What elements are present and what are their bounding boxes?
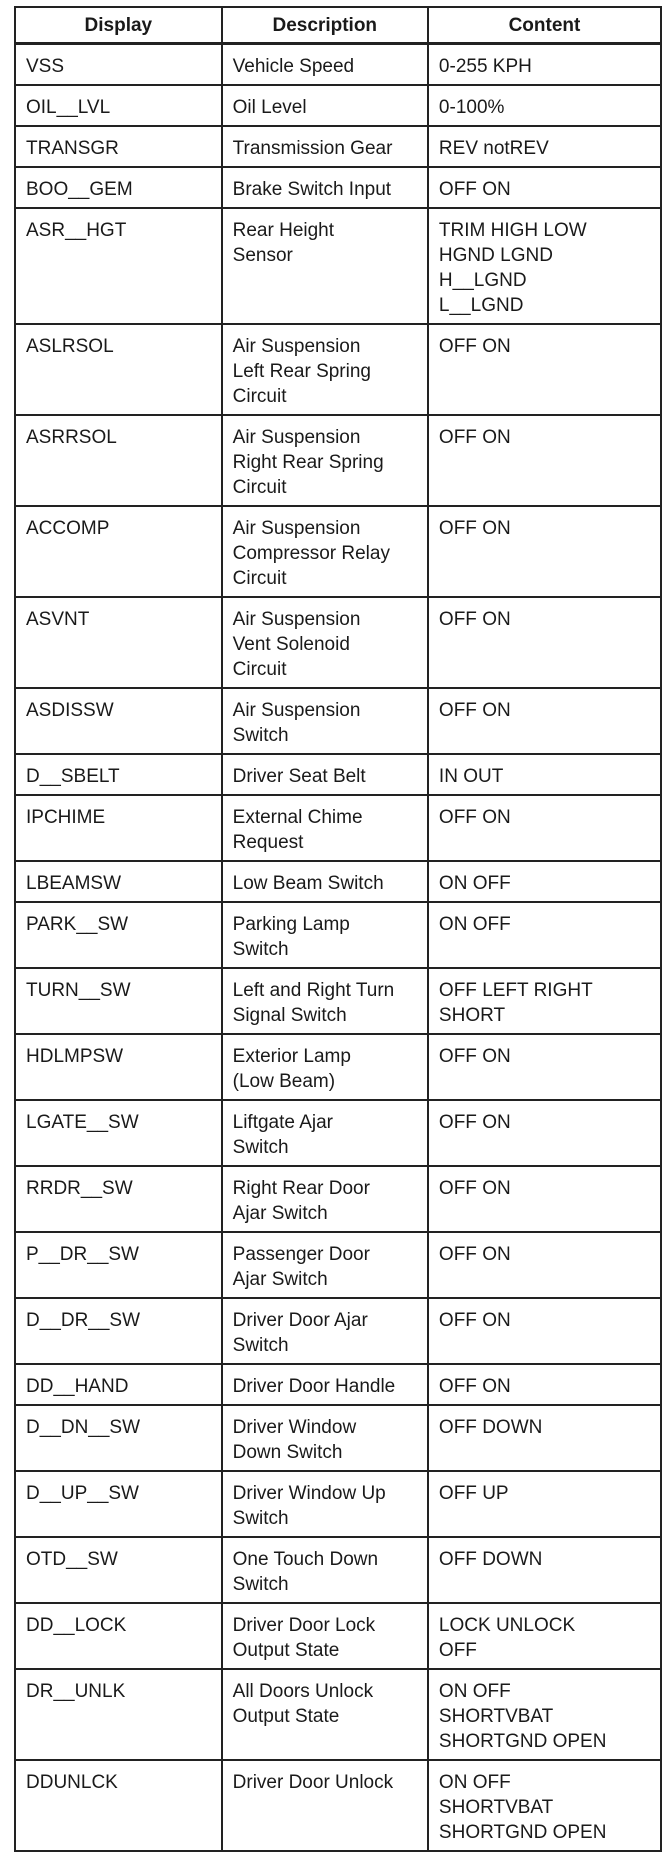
cell-description: Exterior Lamp (Low Beam) xyxy=(232,1046,351,1092)
cell-description: Air Suspension Vent Solenoid Circuit xyxy=(232,609,361,680)
cell-display-cell xyxy=(15,1166,222,1232)
cell-content-cell xyxy=(428,1537,661,1603)
cell-description: Air Suspension Compressor Relay Circuit xyxy=(232,518,390,589)
cell-display-cell xyxy=(15,324,222,415)
cell-description: Parking Lamp Switch xyxy=(232,914,350,960)
cell-description-cell xyxy=(222,597,428,688)
cell-description-cell xyxy=(222,1364,428,1405)
cell-content: REV notREV xyxy=(438,138,549,159)
table-row xyxy=(15,44,661,86)
cell-display-cell xyxy=(15,126,222,167)
cell-display: ASDISSW xyxy=(26,700,114,721)
cell-display-cell xyxy=(15,415,222,506)
cell-content-cell xyxy=(428,688,661,754)
cell-description-cell xyxy=(222,126,428,167)
cell-content-cell xyxy=(428,1471,661,1537)
cell-content: OFF UP xyxy=(438,1483,509,1504)
cell-content-cell xyxy=(428,85,661,126)
cell-display-cell xyxy=(15,1603,222,1669)
cell-display-cell xyxy=(15,1669,222,1760)
cell-description-cell xyxy=(222,1603,428,1669)
cell-description-cell xyxy=(222,795,428,861)
cell-description-cell xyxy=(222,1760,428,1851)
cell-description: Transmission Gear xyxy=(232,138,393,159)
cell-content: OFF ON xyxy=(438,1310,511,1331)
table-row xyxy=(15,597,661,688)
cell-display-cell xyxy=(15,1034,222,1100)
cell-display-cell xyxy=(15,1298,222,1364)
cell-content-cell xyxy=(428,968,661,1034)
cell-display-cell xyxy=(15,1760,222,1851)
pid-table xyxy=(14,6,662,1852)
cell-display: RRDR__SW xyxy=(26,1178,133,1199)
cell-description: Rear Height Sensor xyxy=(232,220,335,266)
cell-content: OFF ON xyxy=(438,1178,511,1199)
cell-display-cell xyxy=(15,1471,222,1537)
cell-content-cell xyxy=(428,1166,661,1232)
cell-description-cell xyxy=(222,1471,428,1537)
cell-content: OFF ON xyxy=(438,1112,511,1133)
cell-display: D__DR__SW xyxy=(26,1310,141,1331)
cell-description: One Touch Down Switch xyxy=(232,1549,379,1595)
cell-content: 0-255 KPH xyxy=(438,56,532,77)
cell-content: OFF ON xyxy=(438,427,511,448)
cell-description-cell xyxy=(222,85,428,126)
cell-description-cell xyxy=(222,1166,428,1232)
cell-display: D__SBELT xyxy=(26,766,120,787)
cell-content-cell xyxy=(428,167,661,208)
cell-description: Air Suspension Switch xyxy=(232,700,361,746)
cell-content-cell xyxy=(428,1232,661,1298)
cell-description-cell xyxy=(222,44,428,86)
table-row xyxy=(15,1537,661,1603)
cell-description-cell xyxy=(222,1537,428,1603)
cell-display-cell xyxy=(15,1537,222,1603)
cell-display-cell xyxy=(15,754,222,795)
cell-display: DD__LOCK xyxy=(26,1615,127,1636)
cell-display-cell xyxy=(15,861,222,902)
cell-display-cell xyxy=(15,85,222,126)
cell-display-cell xyxy=(15,167,222,208)
cell-content-cell xyxy=(428,1100,661,1166)
cell-display-cell xyxy=(15,902,222,968)
cell-content: OFF ON xyxy=(438,179,511,200)
cell-description: Low Beam Switch xyxy=(232,873,384,894)
cell-description-cell xyxy=(222,208,428,324)
cell-content-cell xyxy=(428,1603,661,1669)
cell-description-cell xyxy=(222,506,428,597)
cell-description: External Chime Request xyxy=(232,807,363,853)
header-content: Content xyxy=(428,7,661,44)
table-row xyxy=(15,902,661,968)
cell-description-cell xyxy=(222,324,428,415)
cell-description-cell xyxy=(222,1232,428,1298)
cell-display: DDUNLCK xyxy=(26,1772,118,1793)
cell-description: Driver Window Up Switch xyxy=(232,1483,386,1529)
table-row xyxy=(15,1034,661,1100)
cell-content-cell xyxy=(428,1364,661,1405)
cell-description-cell xyxy=(222,1100,428,1166)
cell-display: IPCHIME xyxy=(26,807,106,828)
cell-description: Driver Seat Belt xyxy=(232,766,366,787)
table-row xyxy=(15,688,661,754)
table-body xyxy=(15,44,661,1852)
document-page xyxy=(14,6,662,1852)
cell-display-cell xyxy=(15,795,222,861)
table-header-row xyxy=(15,7,661,44)
cell-display: ACCOMP xyxy=(26,518,110,539)
cell-content: OFF ON xyxy=(438,609,511,630)
cell-content: OFF ON xyxy=(438,700,511,721)
cell-display-cell xyxy=(15,1364,222,1405)
cell-display-cell xyxy=(15,597,222,688)
table-row xyxy=(15,506,661,597)
table-row xyxy=(15,126,661,167)
table-row xyxy=(15,1603,661,1669)
cell-description-cell xyxy=(222,754,428,795)
cell-content: OFF DOWN xyxy=(438,1549,543,1570)
table-row xyxy=(15,324,661,415)
cell-display-cell xyxy=(15,506,222,597)
cell-display-cell xyxy=(15,1232,222,1298)
cell-content: ON OFF xyxy=(438,914,511,935)
cell-description: Oil Level xyxy=(232,97,307,118)
cell-content: OFF LEFT RIGHT SHORT xyxy=(438,980,593,1026)
cell-content: OFF DOWN xyxy=(438,1417,543,1438)
cell-content-cell xyxy=(428,1405,661,1471)
cell-description-cell xyxy=(222,415,428,506)
cell-display-cell xyxy=(15,1405,222,1471)
cell-content: OFF ON xyxy=(438,1376,511,1397)
cell-description: Vehicle Speed xyxy=(232,56,355,77)
cell-content: OFF ON xyxy=(438,807,511,828)
cell-description: Right Rear Door Ajar Switch xyxy=(232,1178,370,1224)
cell-display-cell xyxy=(15,968,222,1034)
cell-content-cell xyxy=(428,208,661,324)
cell-description: Driver Door Lock Output State xyxy=(232,1615,376,1661)
table-row xyxy=(15,1166,661,1232)
cell-content: IN OUT xyxy=(438,766,504,787)
cell-content-cell xyxy=(428,1669,661,1760)
table-row xyxy=(15,1298,661,1364)
cell-content-cell xyxy=(428,1298,661,1364)
cell-content: OFF ON xyxy=(438,1046,511,1067)
table-row xyxy=(15,208,661,324)
cell-display: D__UP__SW xyxy=(26,1483,139,1504)
cell-display: PARK__SW xyxy=(26,914,129,935)
cell-display: ASR__HGT xyxy=(26,220,127,241)
cell-content-cell xyxy=(428,126,661,167)
cell-content-cell xyxy=(428,324,661,415)
cell-content-cell xyxy=(428,415,661,506)
cell-display: DR__UNLK xyxy=(26,1681,126,1702)
cell-content-cell xyxy=(428,44,661,86)
table-row xyxy=(15,1364,661,1405)
header-description: Description xyxy=(222,7,428,44)
cell-display: D__DN__SW xyxy=(26,1417,141,1438)
cell-display: OTD__SW xyxy=(26,1549,118,1570)
table-row xyxy=(15,85,661,126)
cell-content: TRIM HIGH LOW HGND LGND H__LGND L__LGND xyxy=(438,220,587,316)
cell-content-cell xyxy=(428,795,661,861)
cell-content-cell xyxy=(428,597,661,688)
cell-description-cell xyxy=(222,1669,428,1760)
table-row xyxy=(15,795,661,861)
cell-display: TRANSGR xyxy=(26,138,119,159)
cell-display-cell xyxy=(15,44,222,86)
cell-description-cell xyxy=(222,1405,428,1471)
cell-content-cell xyxy=(428,506,661,597)
cell-display: DD__HAND xyxy=(26,1376,129,1397)
table-row xyxy=(15,1232,661,1298)
cell-description: Air Suspension Left Rear Spring Circuit xyxy=(232,336,371,407)
table-row xyxy=(15,167,661,208)
cell-content: OFF ON xyxy=(438,518,511,539)
cell-content-cell xyxy=(428,1760,661,1851)
cell-description-cell xyxy=(222,861,428,902)
cell-description-cell xyxy=(222,1298,428,1364)
table-row xyxy=(15,1100,661,1166)
cell-content: OFF ON xyxy=(438,1244,511,1265)
cell-content-cell xyxy=(428,754,661,795)
cell-content: ON OFF xyxy=(438,873,511,894)
cell-content: ON OFF SHORTVBAT SHORTGND OPEN xyxy=(438,1772,607,1843)
cell-description: All Doors Unlock Output State xyxy=(232,1681,374,1727)
cell-display: OIL__LVL xyxy=(26,97,111,118)
cell-content: 0-100% xyxy=(438,97,505,118)
cell-content: OFF ON xyxy=(438,336,511,357)
cell-description-cell xyxy=(222,688,428,754)
cell-description-cell xyxy=(222,902,428,968)
cell-description: Driver Window Down Switch xyxy=(232,1417,357,1463)
cell-description-cell xyxy=(222,167,428,208)
table-row xyxy=(15,754,661,795)
cell-description: Driver Door Unlock xyxy=(232,1772,394,1793)
cell-description: Air Suspension Right Rear Spring Circuit xyxy=(232,427,384,498)
cell-content-cell xyxy=(428,902,661,968)
cell-display: LBEAMSW xyxy=(26,873,122,894)
table-row xyxy=(15,415,661,506)
header-display: Display xyxy=(15,7,222,44)
table-row xyxy=(15,861,661,902)
cell-description: Liftgate Ajar Switch xyxy=(232,1112,333,1158)
cell-description: Driver Door Ajar Switch xyxy=(232,1310,368,1356)
cell-description-cell xyxy=(222,968,428,1034)
cell-display-cell xyxy=(15,1100,222,1166)
cell-display: ASVNT xyxy=(26,609,90,630)
cell-display: ASRRSOL xyxy=(26,427,117,448)
cell-display: LGATE__SW xyxy=(26,1112,139,1133)
cell-display: HDLMPSW xyxy=(26,1046,124,1067)
cell-content-cell xyxy=(428,1034,661,1100)
cell-description: Driver Door Handle xyxy=(232,1376,396,1397)
cell-content-cell xyxy=(428,861,661,902)
cell-description: Left and Right Turn Signal Switch xyxy=(232,980,395,1026)
cell-display: BOO__GEM xyxy=(26,179,133,200)
table-row xyxy=(15,1405,661,1471)
cell-content: LOCK UNLOCK OFF xyxy=(438,1615,576,1661)
cell-display: ASLRSOL xyxy=(26,336,114,357)
cell-description-cell xyxy=(222,1034,428,1100)
table-row xyxy=(15,1669,661,1760)
cell-display-cell xyxy=(15,208,222,324)
cell-content: ON OFF SHORTVBAT SHORTGND OPEN xyxy=(438,1681,607,1752)
cell-display: VSS xyxy=(26,56,65,77)
cell-description: Passenger Door Ajar Switch xyxy=(232,1244,370,1290)
table-row xyxy=(15,968,661,1034)
table-row xyxy=(15,1471,661,1537)
cell-description: Brake Switch Input xyxy=(232,179,392,200)
cell-display: TURN__SW xyxy=(26,980,131,1001)
cell-display: P__DR__SW xyxy=(26,1244,139,1265)
table-row xyxy=(15,1760,661,1851)
cell-display-cell xyxy=(15,688,222,754)
